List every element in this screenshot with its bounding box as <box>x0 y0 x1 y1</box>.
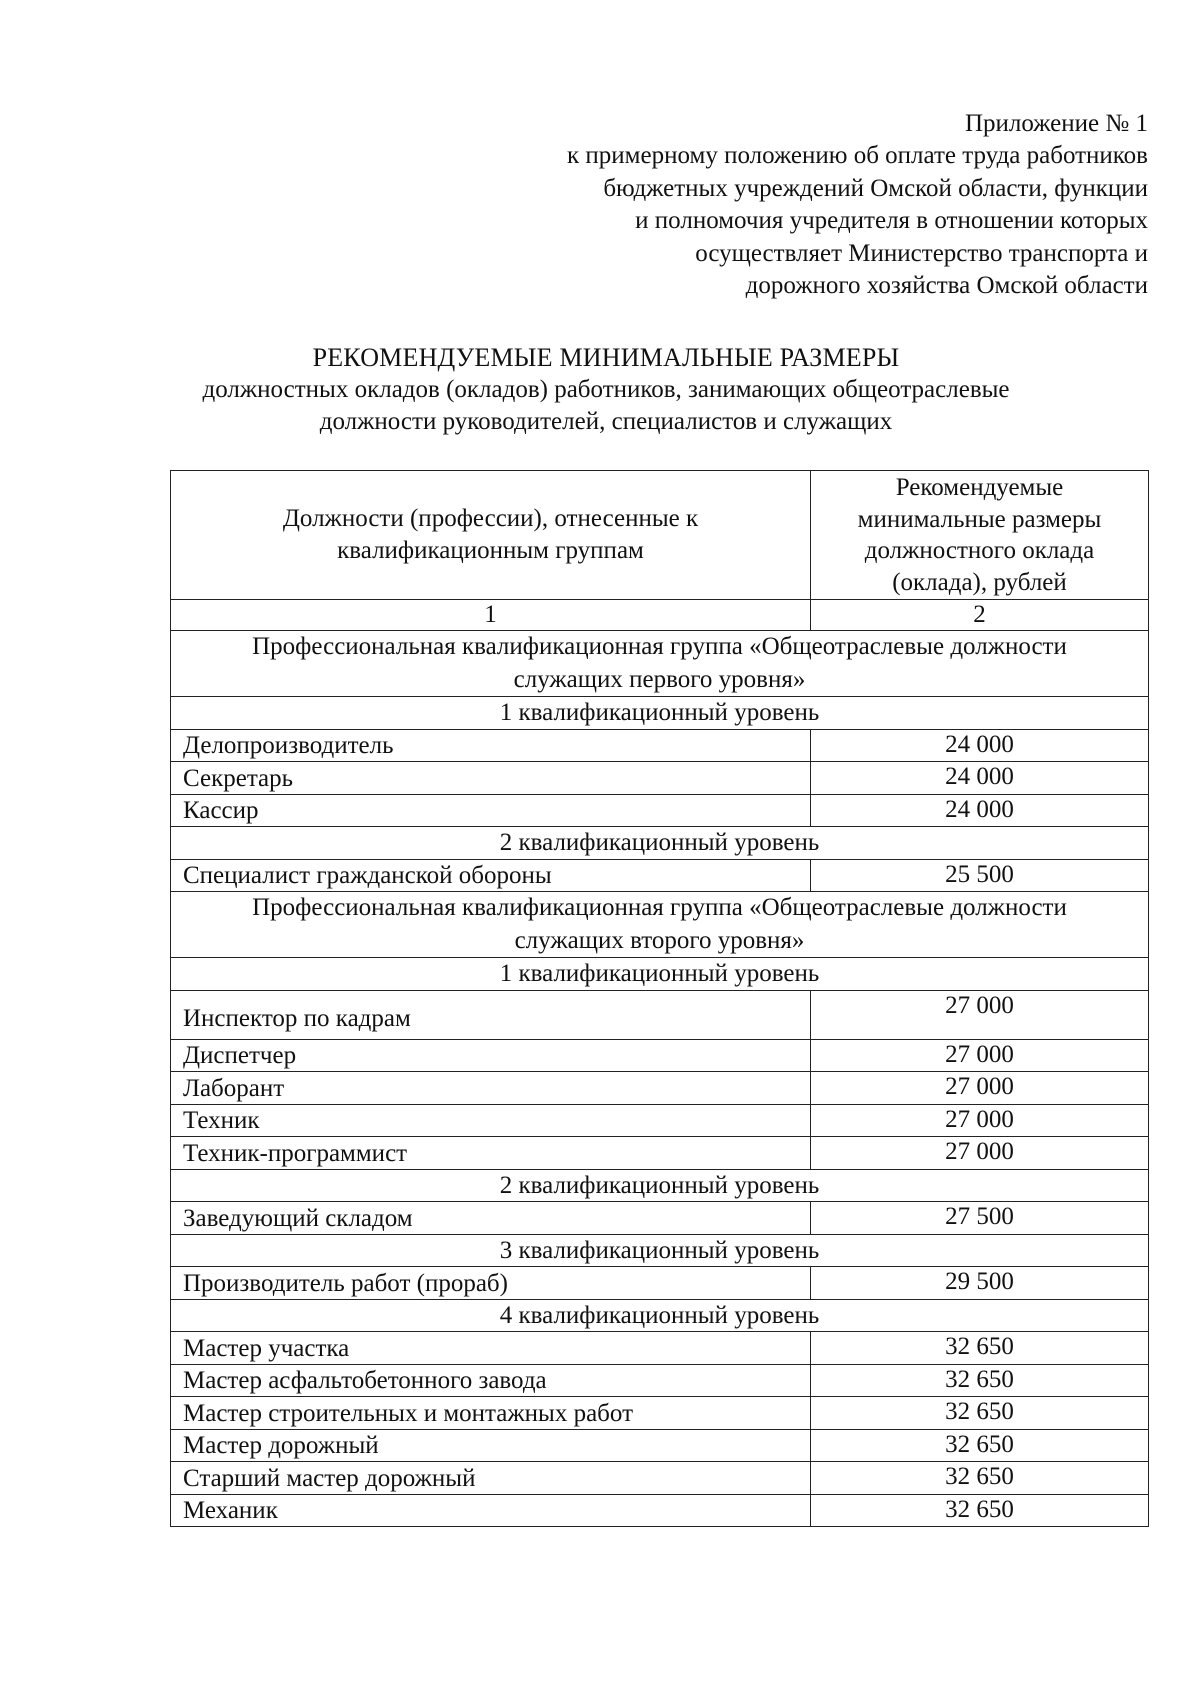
position-name: Мастер участка <box>171 1332 811 1365</box>
table-row <box>171 1267 1149 1300</box>
table-row <box>171 1397 1149 1430</box>
qualification-level-row <box>171 1169 1149 1202</box>
document-title: РЕКОМЕНДУЕМЫЕ МИНИМАЛЬНЫЕ РАЗМЕРЫ <box>312 343 900 372</box>
column-number-row <box>171 600 1149 631</box>
table-row <box>171 1429 1149 1462</box>
header-positions-cell <box>171 471 811 600</box>
salary-value: 32 650 <box>811 1332 1149 1365</box>
appendix-block <box>388 108 1148 302</box>
table-row <box>171 1137 1149 1170</box>
qualification-group-cell <box>171 892 1149 958</box>
position-name: Инспектор по кадрам <box>171 990 811 1039</box>
qualification-level-row <box>171 697 1149 730</box>
salary-value: 32 650 <box>811 1462 1149 1495</box>
salary-value: 32 650 <box>811 1494 1149 1527</box>
header-text: Должности (профессии), отнесенные к <box>282 505 699 532</box>
position-name: Лаборант <box>171 1072 811 1105</box>
table-row <box>171 729 1149 762</box>
position-name: Мастер строительных и монтажных работ <box>171 1397 811 1430</box>
position-name: Механик <box>171 1494 811 1527</box>
position-name: Старший мастер дорожный <box>171 1462 811 1495</box>
salary-value: 27 000 <box>811 990 1149 1039</box>
salary-value: 25 500 <box>811 859 1149 892</box>
column-number: 2 <box>811 600 1149 631</box>
position-name: Секретарь <box>171 762 811 795</box>
qualification-level-cell: 2 квалификационный уровень <box>171 1169 1149 1202</box>
header-text: должностного оклада <box>864 537 1095 564</box>
table-row <box>171 1462 1149 1495</box>
document-subtitle-line: должностных окладов (окладов) работников, занимающих общеотраслевые <box>202 376 1010 403</box>
position-name: Техник-программист <box>171 1137 811 1170</box>
table-row <box>171 1039 1149 1072</box>
salary-value: 24 000 <box>811 762 1149 795</box>
header-text: минимальные размеры <box>857 505 1102 533</box>
table-row <box>171 1072 1149 1105</box>
document-heading <box>0 342 1200 438</box>
header-text: (оклада), рублей <box>892 568 1067 596</box>
table-row <box>171 859 1149 892</box>
table-row <box>171 1332 1149 1365</box>
qualification-level-row <box>171 827 1149 860</box>
qualification-level-cell: 1 квалификационный уровень <box>171 697 1149 730</box>
position-name: Специалист гражданской обороны <box>171 859 811 892</box>
salary-value: 27 000 <box>811 1039 1149 1072</box>
group-title: Профессиональная квалификационная группа «Общеотраслевые должности <box>252 633 1067 660</box>
position-name: Мастер асфальтобетонного завода <box>171 1364 811 1397</box>
table-row <box>171 1104 1149 1137</box>
qualification-group-row <box>171 892 1149 958</box>
qualification-level-row <box>171 958 1149 991</box>
qualification-level-row <box>171 1299 1149 1332</box>
table-row <box>171 1364 1149 1397</box>
group-title: служащих первого уровня» <box>513 665 806 693</box>
salary-value: 24 000 <box>811 729 1149 762</box>
table-row <box>171 794 1149 827</box>
appendix-line: бюджетных учреждений Омской области, функции <box>603 174 1148 202</box>
table-row <box>171 762 1149 795</box>
appendix-line: дорожного хозяйства Омской области <box>745 272 1148 300</box>
appendix-line: Приложение № 1 <box>964 110 1148 137</box>
table-row <box>171 1494 1149 1527</box>
qualification-level-row <box>171 1234 1149 1267</box>
qualification-group-cell <box>171 631 1149 697</box>
salary-value: 27 000 <box>811 1072 1149 1105</box>
table-row <box>171 990 1149 1039</box>
position-name: Кассир <box>171 794 811 827</box>
salary-value: 27 500 <box>811 1202 1149 1235</box>
position-name: Заведующий складом <box>171 1202 811 1235</box>
table-row <box>171 1202 1149 1235</box>
salary-value: 27 000 <box>811 1137 1149 1170</box>
salary-value: 32 650 <box>811 1397 1149 1430</box>
table-header-row <box>171 471 1149 600</box>
qualification-group-row <box>171 631 1149 697</box>
position-name: Техник <box>171 1104 811 1137</box>
header-text: Рекомендуемые <box>895 474 1064 501</box>
group-title: Профессиональная квалификационная группа «Общеотраслевые должности <box>252 894 1067 921</box>
header-salary-cell <box>811 471 1149 600</box>
qualification-level-cell: 1 квалификационный уровень <box>171 958 1149 991</box>
qualification-level-cell: 2 квалификационный уровень <box>171 827 1149 860</box>
position-name: Диспетчер <box>171 1039 811 1072</box>
position-name: Мастер дорожный <box>171 1429 811 1462</box>
qualification-level-cell: 4 квалификационный уровень <box>171 1299 1149 1332</box>
salary-value: 32 650 <box>811 1364 1149 1397</box>
column-number: 1 <box>171 600 811 631</box>
salary-value: 27 000 <box>811 1104 1149 1137</box>
salary-value: 32 650 <box>811 1429 1149 1462</box>
salary-table <box>170 470 1149 1527</box>
position-name: Делопроизводитель <box>171 729 811 762</box>
appendix-line: к примерному положению об оплате труда работников <box>567 142 1148 170</box>
group-title: служащих второго уровня» <box>514 926 805 954</box>
salary-value: 24 000 <box>811 794 1149 827</box>
qualification-level-cell: 3 квалификационный уровень <box>171 1234 1149 1267</box>
position-name: Производитель работ (прораб) <box>171 1267 811 1300</box>
document-subtitle-line: должности руководителей, специалистов и служащих <box>319 408 893 435</box>
appendix-line: осуществляет Министерство транспорта и <box>695 239 1148 267</box>
salary-value: 29 500 <box>811 1267 1149 1300</box>
header-text: квалификационным группам <box>337 537 644 564</box>
appendix-line: и полномочия учредителя в отношении которых <box>635 207 1148 235</box>
